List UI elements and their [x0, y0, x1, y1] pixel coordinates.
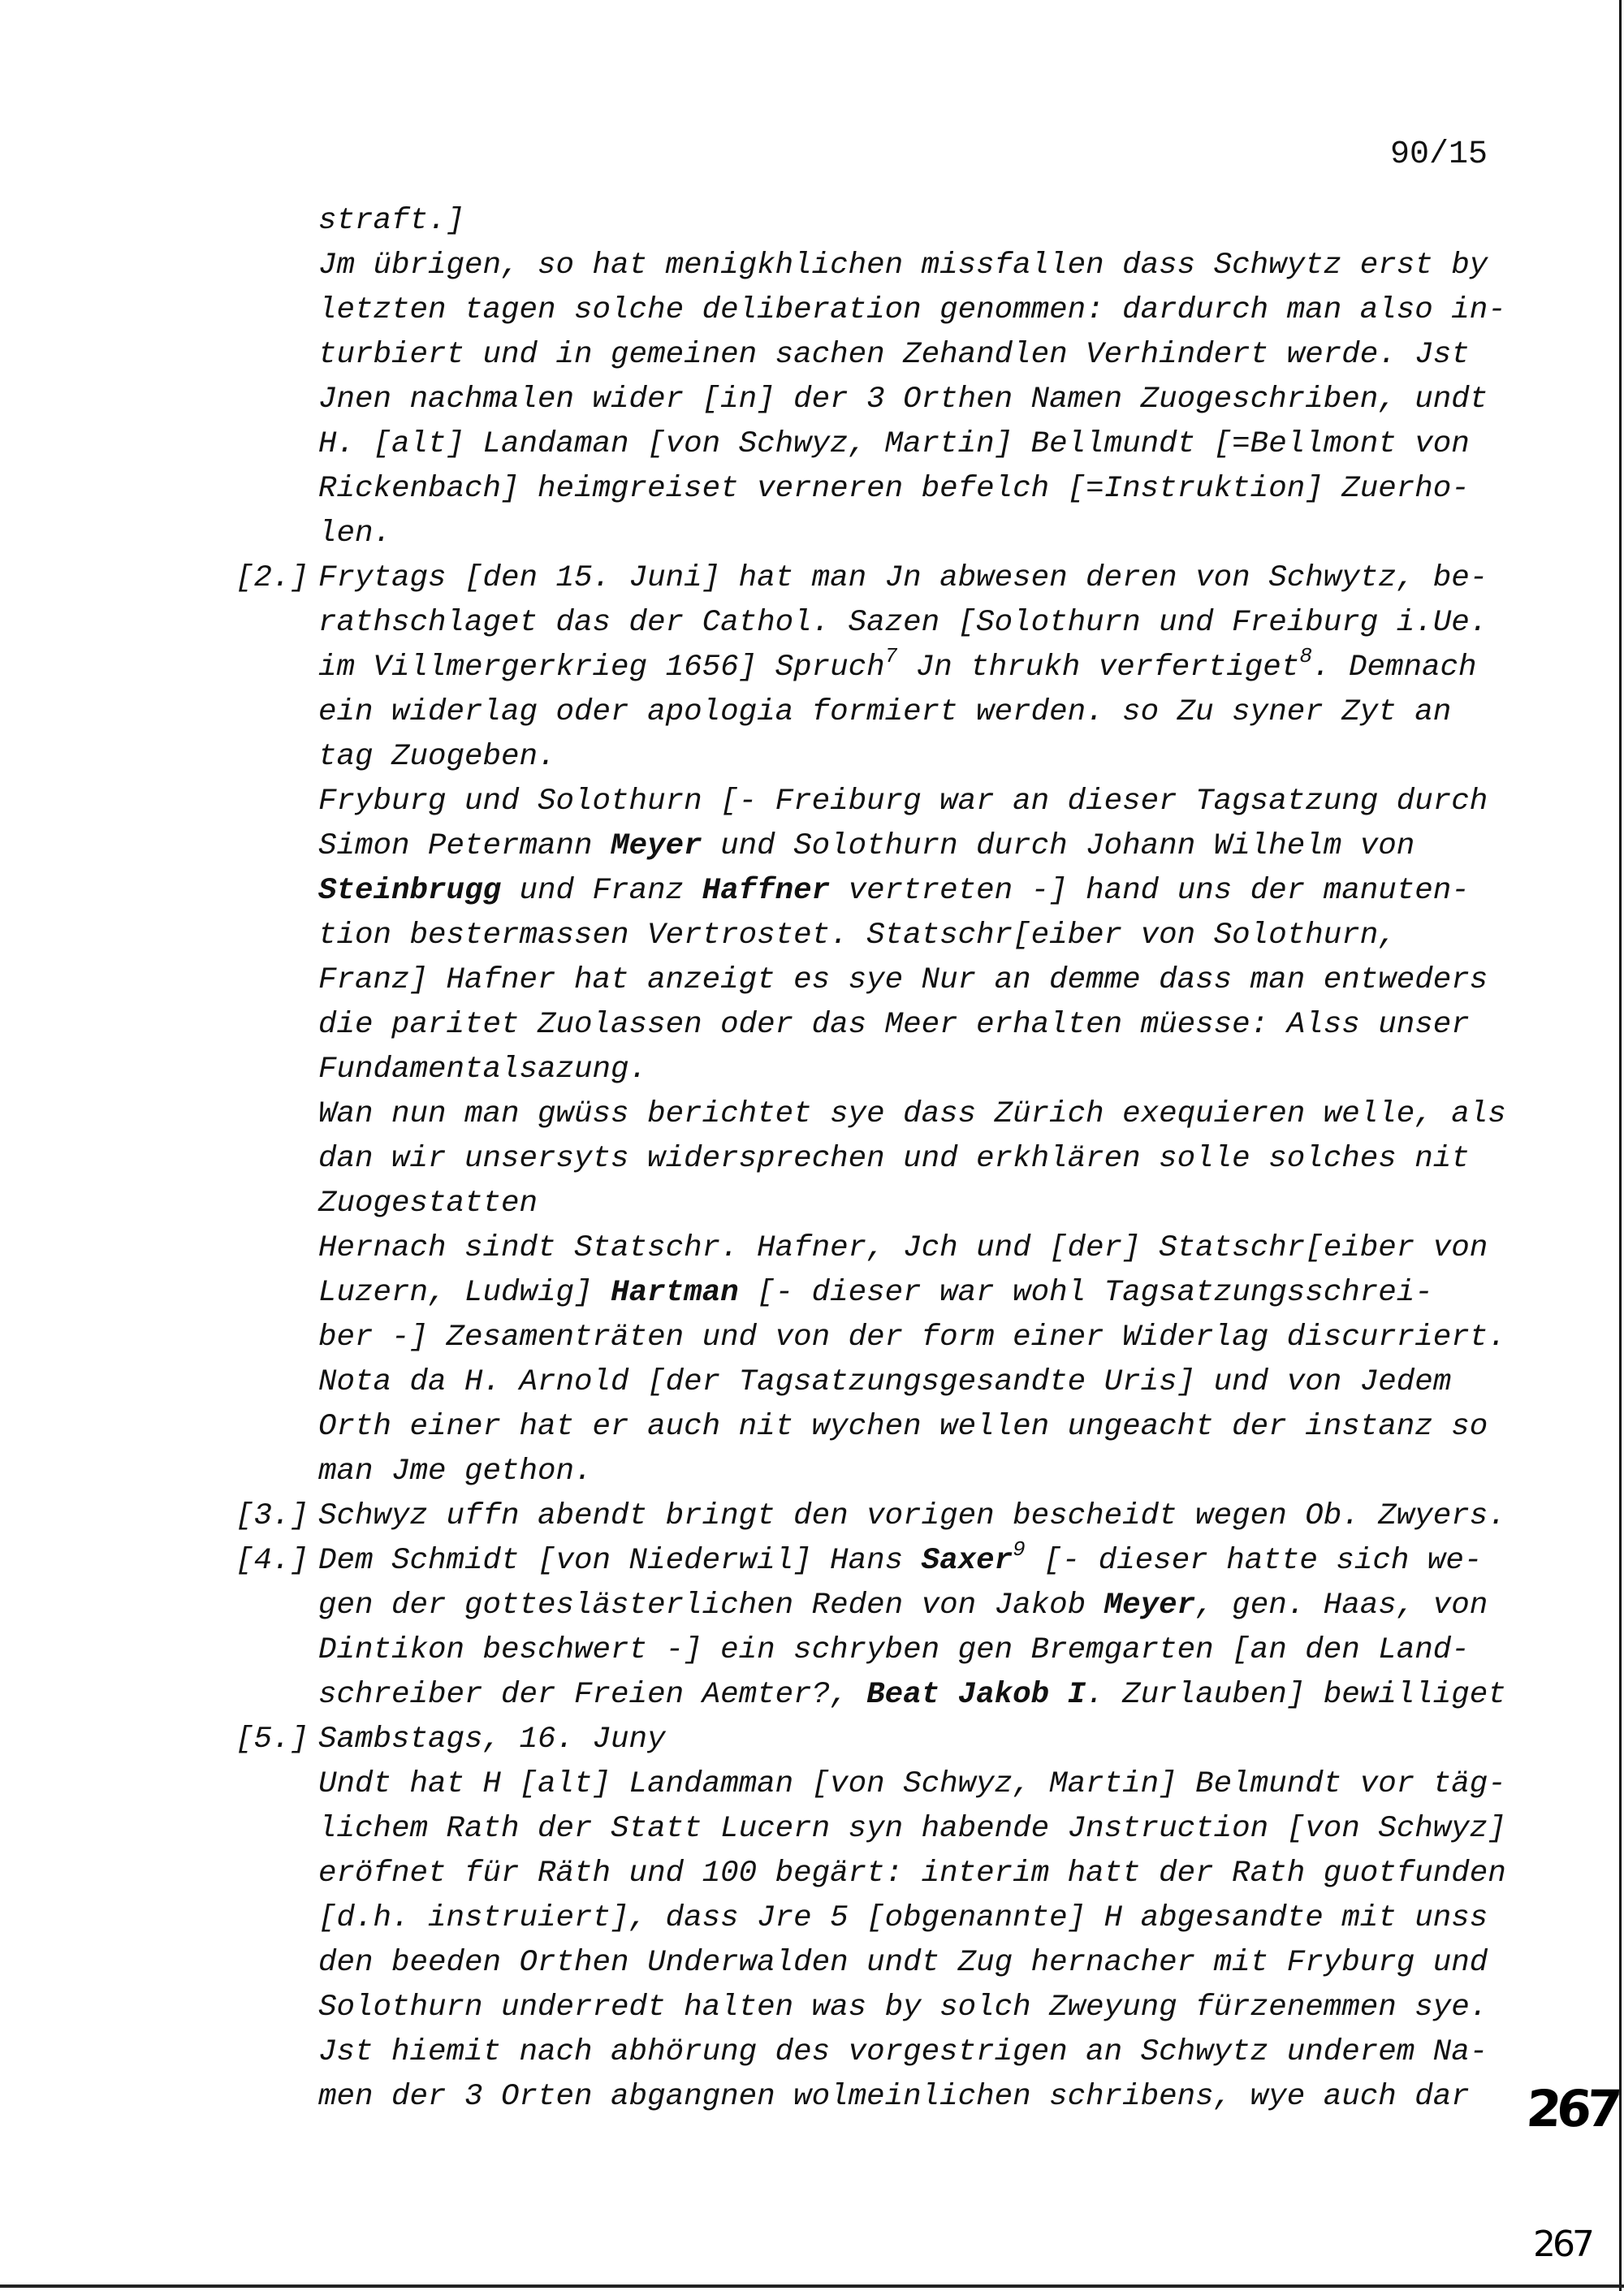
text-line: [0, 824, 1624, 869]
line-text: [318, 1807, 1506, 1852]
line-text: [318, 780, 1488, 824]
text-segment: . Demnach: [1311, 651, 1477, 685]
line-text: [318, 378, 1488, 422]
handwritten-page-number: 267: [1524, 2079, 1619, 2138]
line-text: [318, 1673, 1506, 1718]
bold-name: Haffner: [702, 874, 831, 908]
text-segment: Fundamentalsazung.: [318, 1053, 648, 1087]
text-line: [0, 1450, 1624, 1494]
text-segment: straft.]: [318, 204, 465, 238]
text-segment: tion bestermassen Vertrostet. Statschr[eiber von Solothurn,: [318, 919, 1397, 953]
line-text: [318, 646, 1476, 692]
text-line: [0, 601, 1624, 646]
text-segment: Nota da H. Arnold [der Tagsatzungsgesandte Uris] und von Jedem: [318, 1365, 1452, 1399]
bold-name: Meyer: [611, 829, 702, 863]
text-segment: vertreten -] hand uns der manuten-: [830, 874, 1470, 908]
text-line: [0, 958, 1624, 1003]
text-line: [0, 1986, 1624, 2030]
text-segment: Dintikon beschwert -] ein schryben gen Bremgarten [an den Land-: [318, 1633, 1470, 1667]
line-text: [318, 556, 1488, 601]
line-text: [318, 2075, 1470, 2120]
text-line: [0, 1762, 1624, 1807]
text-segment: und Franz: [501, 874, 702, 908]
line-text: [318, 1539, 1482, 1585]
text-segment: eröfnet für Räth und 100 begärt: interim hatt der Rath guotfunden: [318, 1857, 1506, 1891]
page-number: 90/15: [1390, 136, 1488, 173]
text-segment: rathschlaget das der Cathol. Sazen [Solothurn und Freiburg i.Ue.: [318, 606, 1488, 640]
line-text: [318, 1450, 593, 1494]
line-text: [318, 869, 1470, 914]
line-text: [318, 1316, 1506, 1360]
line-text: [318, 1628, 1470, 1673]
line-text: [318, 601, 1488, 646]
text-segment: turbiert und in gemeinen sachen Zehandlen Verhindert werde. Jst: [318, 338, 1470, 372]
line-text: [318, 199, 464, 244]
footnote-marker: 9: [1013, 1537, 1026, 1562]
line-text: [318, 1896, 1488, 1941]
text-line: [0, 556, 1624, 601]
text-segment: Franz] Hafner hat anzeigt es sye Nur an demme dass man entweders: [318, 963, 1488, 997]
text-segment: Sambstags, 16. Juny: [318, 1723, 666, 1757]
line-text: [318, 958, 1488, 1003]
line-text: [318, 288, 1506, 333]
text-segment: Dem Schmidt [von Niederwil] Hans: [318, 1544, 922, 1578]
line-text: [318, 735, 556, 780]
text-line: [0, 1137, 1624, 1182]
line-text: [318, 1092, 1506, 1137]
line-text: [318, 1137, 1470, 1182]
text-segment: Hernach sindt Statschr. Hafner, Jch und [der] Statschr[eiber von: [318, 1231, 1488, 1265]
text-line: [0, 780, 1624, 824]
text-line: [0, 1539, 1624, 1584]
text-line: [0, 378, 1624, 422]
text-segment: [d.h. instruiert], dass Jre 5 [obgenannte] H abgesandte mit unss: [318, 1901, 1488, 1935]
text-segment: Jm übrigen, so hat menigkhlichen missfallen dass Schwytz erst by: [318, 249, 1488, 283]
text-line: [0, 1896, 1624, 1941]
text-segment: schreiber der Freien Aemter?,: [318, 1678, 867, 1712]
text-segment: im Villmergerkrieg 1656] Spruch: [318, 651, 885, 685]
footnote-marker: 8: [1299, 644, 1312, 668]
line-text: [318, 1762, 1506, 1807]
text-segment: H. [alt] Landaman [von Schwyz, Martin] Bellmundt [=Bellmont von: [318, 427, 1470, 461]
text-line: [0, 244, 1624, 288]
line-text: [318, 1852, 1506, 1896]
text-line: [0, 288, 1624, 333]
text-segment: men der 3 Orten abgangnen wolmeinlichen schribens, wye auch dar: [318, 2080, 1470, 2114]
line-text: [318, 690, 1451, 735]
text-segment: Schwyz uffn abendt bringt den vorigen bescheidt wegen Ob. Zwyers.: [318, 1499, 1506, 1533]
text-line: [0, 1628, 1624, 1673]
line-text: [318, 2030, 1488, 2075]
line-text: [318, 244, 1488, 288]
text-segment: gen der gotteslästerlichen Reden von Jakob: [318, 1589, 1104, 1623]
text-segment: Undt hat H [alt] Landamman [von Schwyz, Martin] Belmundt vor täg-: [318, 1767, 1506, 1801]
text-line: [0, 735, 1624, 780]
text-segment: len.: [318, 517, 392, 551]
line-text: [318, 1941, 1488, 1986]
line-text: [318, 914, 1397, 958]
text-segment: Frytags [den 15. Juni] hat man Jn abwesen deren von Schwytz, be-: [318, 561, 1488, 595]
text-segment: Jn thrukh verfertiget: [897, 651, 1300, 685]
line-text: [318, 333, 1470, 378]
text-line: [0, 1316, 1624, 1360]
text-line: [0, 1807, 1624, 1852]
text-segment: Orth einer hat er auch nit wychen wellen ungeacht der instanz so: [318, 1410, 1488, 1444]
text-segment: lichem Rath der Statt Lucern syn habende Jnstruction [von Schwyz]: [318, 1812, 1506, 1846]
line-text: [318, 467, 1470, 512]
text-segment: [- dieser hatte sich we-: [1025, 1544, 1483, 1578]
text-line: [0, 1405, 1624, 1450]
scan-edge-bottom: [0, 2285, 1624, 2288]
text-segment: die paritet Zuolassen oder das Meer erhalten müesse: Alss unser: [318, 1008, 1470, 1042]
line-text: [318, 1182, 538, 1226]
text-line: [0, 690, 1624, 735]
text-line: [0, 1852, 1624, 1896]
text-line: [0, 1226, 1624, 1271]
line-text: [318, 422, 1470, 467]
text-segment: Rickenbach] heimgreiset verneren befelch [=Instruktion] Zuerho-: [318, 472, 1470, 506]
text-line: [0, 512, 1624, 556]
text-line: [0, 1718, 1624, 1762]
bold-name: Meyer: [1104, 1589, 1196, 1623]
text-line: [0, 869, 1624, 914]
line-text: [318, 1405, 1488, 1450]
text-line: [0, 1494, 1624, 1539]
line-text: [318, 1718, 666, 1762]
text-line: [0, 914, 1624, 958]
text-segment: und Solothurn durch Johann Wilhelm von: [702, 829, 1415, 863]
text-segment: den beeden Orthen Underwalden undt Zug hernacher mit Fryburg und: [318, 1946, 1488, 1980]
text-line: [0, 2075, 1624, 2120]
line-text: [318, 1986, 1488, 2030]
text-segment: dan wir unsersyts widersprechen und erkhlären solle solches nit: [318, 1142, 1470, 1176]
text-line: [0, 1092, 1624, 1137]
line-text: [318, 512, 391, 556]
line-text: [318, 1003, 1470, 1048]
line-text: [318, 1584, 1488, 1628]
text-segment: Zuogestatten: [318, 1187, 538, 1221]
text-line: [0, 2030, 1624, 2075]
text-segment: [- dieser war wohl Tagsatzungsschrei-: [738, 1276, 1433, 1310]
line-text: [318, 1226, 1488, 1271]
line-text: [318, 1271, 1433, 1316]
text-segment: Fryburg und Solothurn [- Freiburg war an dieser Tagsatzung durch: [318, 785, 1488, 819]
text-segment: tag Zuogeben.: [318, 740, 556, 774]
text-line: [0, 1360, 1624, 1405]
line-text: [318, 1048, 647, 1092]
text-segment: ber -] Zesamenträten und von der form einer Widerlag discurriert.: [318, 1321, 1506, 1355]
text-segment: Jst hiemit nach abhörung des vorgestrigen an Schwytz underem Na-: [318, 2035, 1488, 2069]
text-line: [0, 1182, 1624, 1226]
text-line: [0, 199, 1624, 244]
text-line: [0, 1941, 1624, 1986]
bold-name: Saxer: [921, 1544, 1013, 1578]
text-line: [0, 1673, 1624, 1718]
text-segment: man Jme gethon.: [318, 1455, 593, 1489]
text-segment: Simon Petermann: [318, 829, 611, 863]
text-segment: Jnen nachmalen wider [in] der 3 Orthen Namen Zuogeschriben, undt: [318, 383, 1488, 417]
text-segment: . Zurlauben] bewilliget: [1086, 1678, 1506, 1712]
text-segment: , gen. Haas, von: [1195, 1589, 1488, 1623]
handwritten-page-number-2: 267: [1533, 2224, 1592, 2265]
paragraph-number: [2.]: [235, 561, 309, 595]
text-segment: Solothurn underredt halten was by solch Zweyung fürzenemmen sye.: [318, 1991, 1488, 2025]
text-line: [0, 422, 1624, 467]
text-segment: ein widerlag oder apologia formiert werden. so Zu syner Zyt an: [318, 695, 1452, 729]
text-segment: letzten tagen solche deliberation genommen: dardurch man also in-: [318, 293, 1506, 327]
text-line: [0, 646, 1624, 690]
text-line: [0, 333, 1624, 378]
text-segment: Wan nun man gwüss berichtet sye dass Zürich exequieren welle, als: [318, 1097, 1506, 1131]
document-body: [0, 199, 1624, 2120]
text-line: [0, 467, 1624, 512]
line-text: [318, 824, 1415, 869]
footnote-marker: 7: [884, 644, 898, 668]
paragraph-number: [5.]: [235, 1723, 309, 1757]
bold-name: Beat Jakob I: [866, 1678, 1086, 1712]
bold-name: Steinbrugg: [318, 874, 502, 908]
line-text: [318, 1360, 1451, 1405]
text-line: [0, 1584, 1624, 1628]
paragraph-number: [4.]: [235, 1544, 309, 1578]
bold-name: Hartman: [611, 1276, 739, 1310]
text-segment: Luzern, Ludwig]: [318, 1276, 611, 1310]
paragraph-number: [3.]: [235, 1499, 309, 1533]
line-text: [318, 1494, 1506, 1539]
text-line: [0, 1271, 1624, 1316]
text-line: [0, 1003, 1624, 1048]
text-line: [0, 1048, 1624, 1092]
